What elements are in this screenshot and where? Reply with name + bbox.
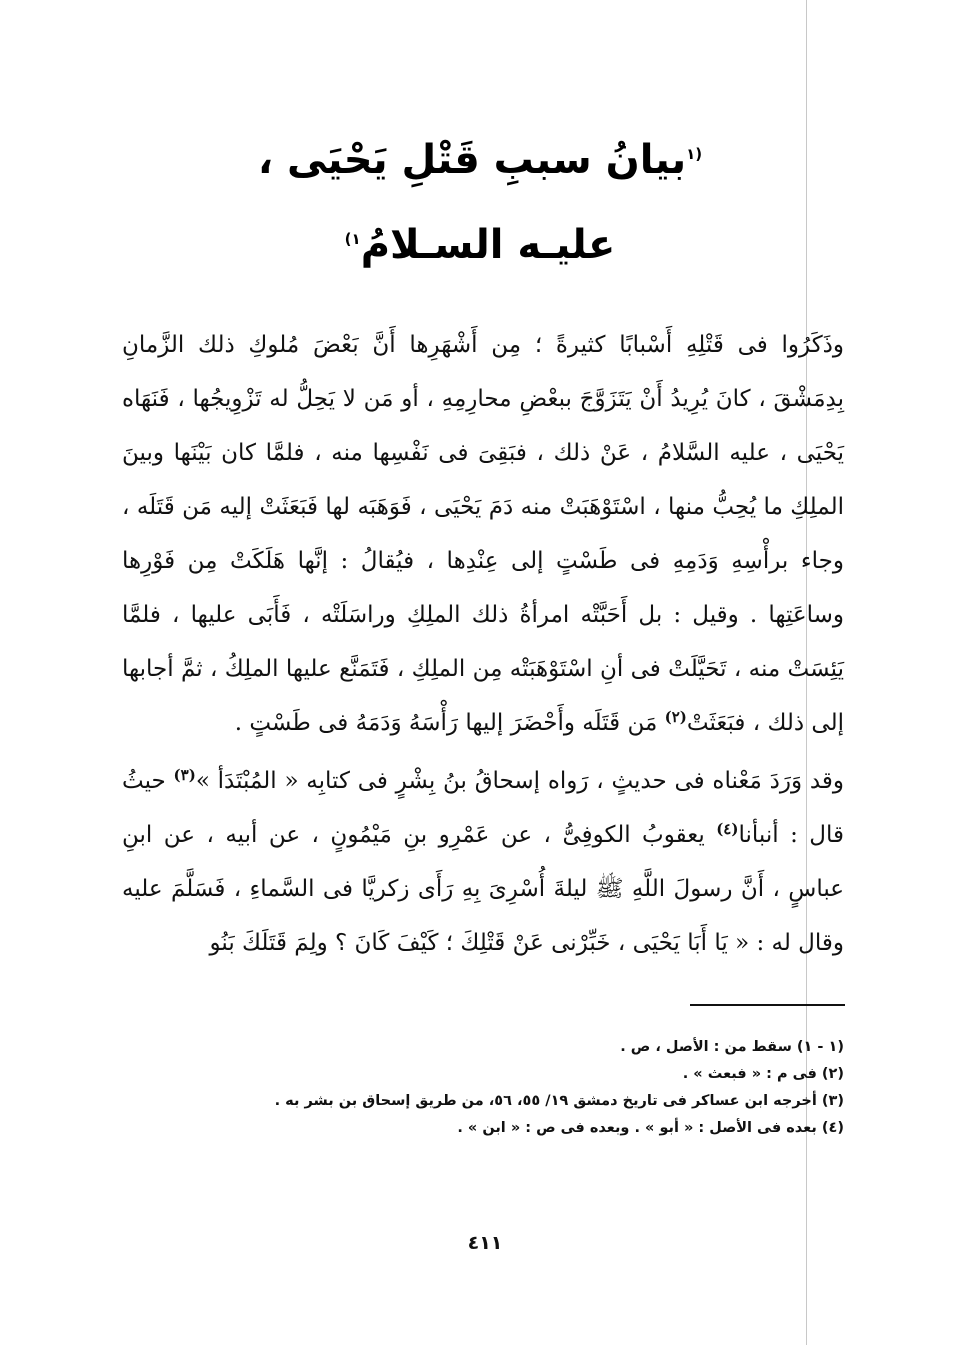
footnote-ref-3: (٣) — [173, 766, 196, 784]
title-footnote-marker-open: (١ — [686, 145, 703, 163]
footnote-4: (٤) بعده فى الأصل : « أبو » . وبعده فى ص : « ابن » . — [457, 1120, 844, 1136]
footnote-2: (٢) فى م : « فبعث » . — [682, 1066, 844, 1082]
paragraph-2-tail-a: حيثُ قال : أنبأنا — [122, 768, 845, 848]
page-number: ٤١١ — [467, 1232, 503, 1254]
paragraph-2 — [122, 754, 844, 970]
footnote-ref-4: (٤) — [716, 820, 739, 838]
footnote-1: (١ - ١) سقط من : الأصل ، ص . — [620, 1039, 844, 1055]
paragraph-2-text: وقد وَرَدَ مَعْناه فى حديثٍ ، رَواه إسحاقُ بنُ بِشْرٍ فى كتابِه « المُبْتَدَأ » — [195, 768, 845, 794]
footnotes — [180, 1034, 844, 1142]
paragraph-2-tail: يعقوبُ الكوفِىُّ ، عن عَمْرِو بنِ مَيْمُونٍ ، عن أبيه ، عن ابنِ عباسٍ ، أَنَّ رسولَ اللَّهِ ﷺ ليلةَ أُسْرِىَ بِهِ رَأَى زكريَّا فى السَّماءِ ، فَسَلَّمَ عليه وقال له : « يَا أَبَا يَحْيَى ، خَبِّرْنى عَنْ قَتْلِكَ ؛ كَيْفَ كَانَ ؟ ولِمَ قَتَلَكَ بَنُو — [122, 822, 844, 956]
paragraph-1 — [122, 318, 844, 750]
paragraph-1-text: وذَكَرُوا فى قَتْلِهِ أَسْبابًا كثيرةً ؛ مِن أَشْهَرِها أَنَّ بَعْضَ مُلوكِ ذلك الزَّمانِ بِدِمَشْقَ ، كانَ يُرِيدُ أَنْ يَتَزَوَّجَ ببعْضِ محارِمِهِ ، أو مَن لا يَحِلُّ له تَزْوِيجُها ، فَنَهَاه يَحْيَى ، عليه السَّلامُ ، عَنْ ذلك ، فبَقِىَ فى نَفْسِها منه ، فلمَّا كان بَيْنَها وبينَ الملِكِ ما يُحِبُّ منها ، اسْتَوْهَبَتْ منه دَمَ يَحْيَى ، فَوَهَبَه لها فَبَعَثَتْ إليه مَن قَتَلَه ، وجاء برأْسِهِ وَدَمِهِ فى طَسْتٍ إلى عِنْدِها ، فيُقالُ : إنَّها هَلَكَتْ مِن فَوْرِها وساعَتِها . وقيل : بل أَحَبَّتْه امرأةُ ذلك الملِكِ وراسَلَتْه ، فَأَبَى عليها ، فلمَّا يَئِسَتْ منه ، تَحَيَّلَتْ فى أنِ اسْتَوْهَبَتْه مِن الملِكِ ، فَتَمَنَّع عليها الملِكُ ، ثمَّ أجابها إلى ذلك ، فبَعَثَتْ — [122, 332, 844, 736]
chapter-title-line-2 — [200, 215, 760, 275]
chapter-title-line-1 — [200, 130, 760, 190]
body-text — [122, 318, 844, 970]
footnote-ref-2: (٢) — [664, 708, 687, 726]
footnote-3: (٣) أخرجه ابن عساكر فى تاريخ دمشق ١٩/ ٥٥، ٥٦، من طريق إسحاق بن بشر به . — [274, 1093, 844, 1109]
title-text-line-1: بيانُ سببِ قَتْلِ يَحْيَى ، — [257, 137, 687, 183]
title-footnote-marker-close: ١) — [344, 230, 361, 248]
footnote-separator — [690, 1004, 845, 1006]
title-text-line-2: عليـه السـلامُ — [360, 222, 616, 268]
paragraph-1-tail: مَن قَتَلَه وأَحْضَرَ إليها رَأْسَهُ وَدَمَهُ فى طَسْتٍ . — [234, 710, 658, 736]
